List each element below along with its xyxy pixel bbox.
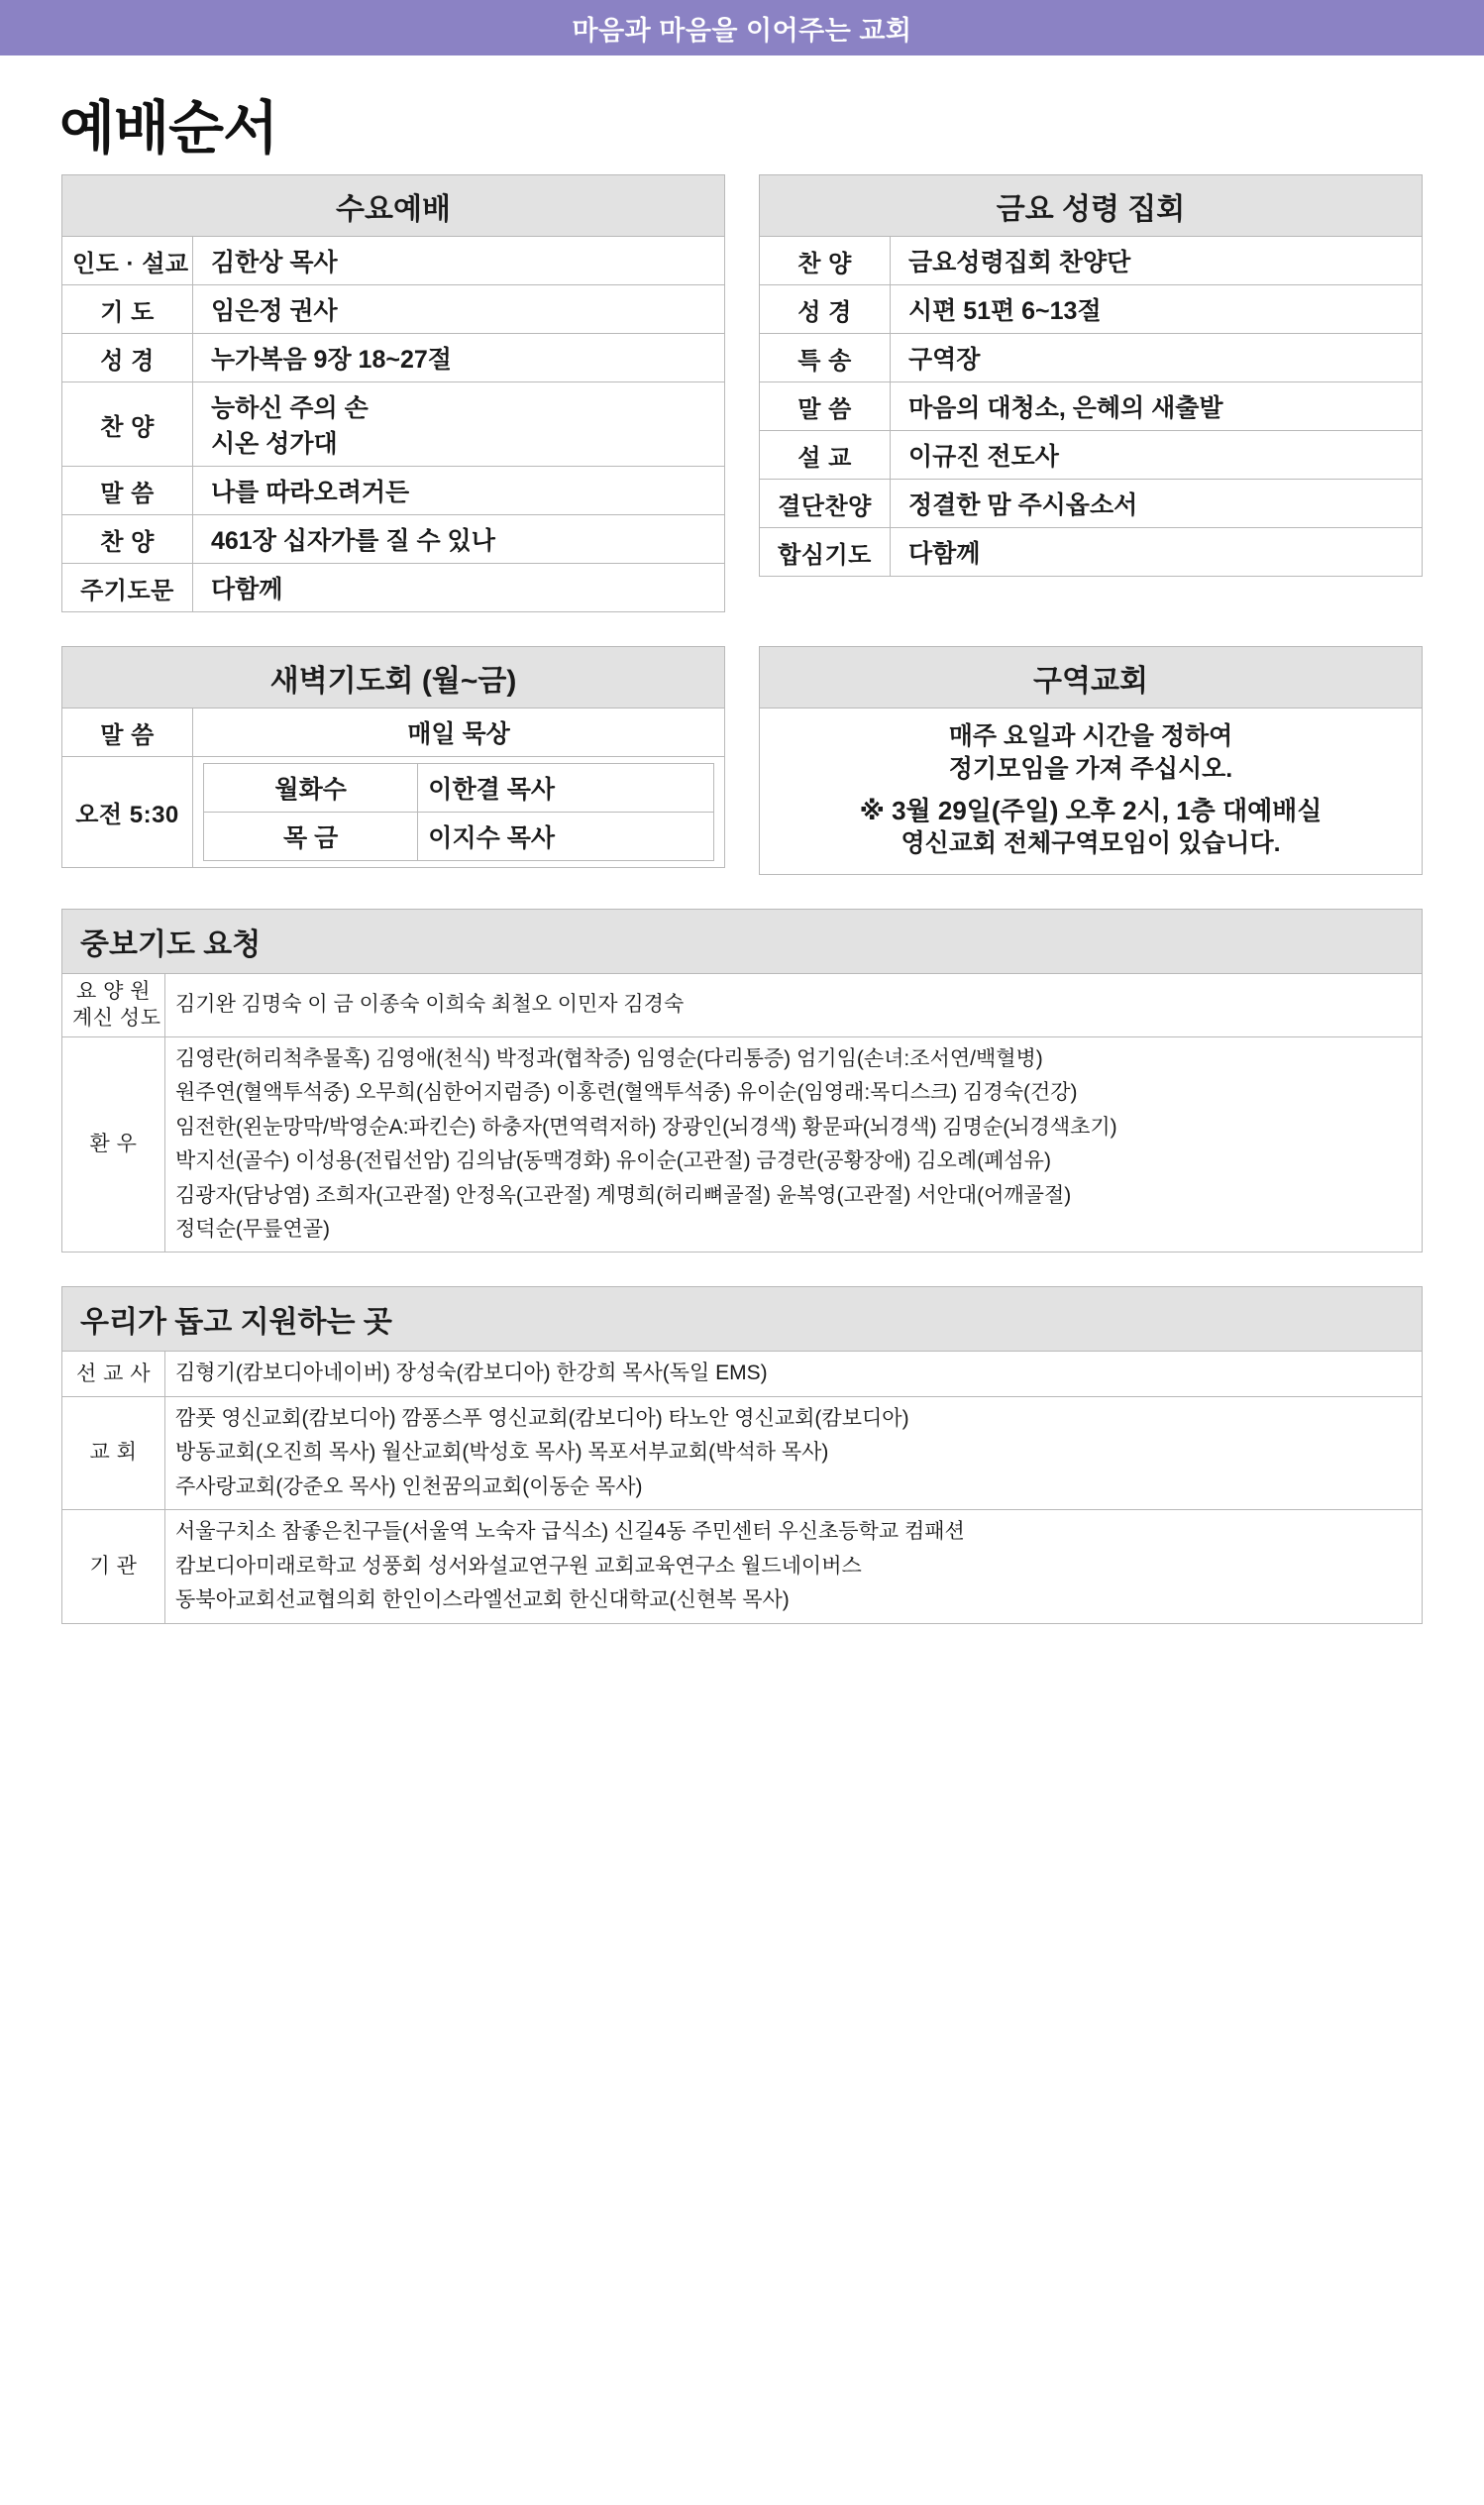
table-row [760, 708, 1423, 875]
patients-line-2: 임전한(왼눈망막/박영순A:파킨슨) 하충자(면역력저하) 장광인(뇌경색) 황문파(뇌경색) 김명순(뇌경색초기) [175, 1115, 1117, 1139]
dawn-word-value: 매일 묵상 [193, 708, 725, 757]
patients-value [165, 1036, 1423, 1252]
support-value-1 [165, 1396, 1423, 1509]
district-line2: 정기모임을 가져 주십시오. [948, 755, 1233, 783]
district-note1: ※ 3월 29일(주일) 오후 2시, 1층 대예배실 [859, 796, 1323, 825]
wednesday-label-3: 찬 양 [62, 382, 193, 467]
support-block [61, 1286, 1423, 1623]
friday-label-4: 설 교 [760, 431, 891, 480]
district-note2: 영신교회 전체구역모임이 있습니다. [901, 829, 1281, 858]
support-title: 우리가 돕고 지원하는 곳 [61, 1286, 1423, 1351]
support-label-2: 기 관 [62, 1510, 165, 1623]
table-row [62, 564, 725, 612]
table-row [62, 334, 725, 382]
care-home-label-line2: 계신 성도 [72, 1006, 161, 1030]
care-home-label [62, 974, 165, 1037]
dawn-district-row [61, 646, 1423, 875]
friday-header: 금요 성령 집회 [760, 175, 1423, 237]
dawn-time-label: 오전 5:30 [62, 757, 193, 868]
district-church-block [759, 646, 1423, 875]
wednesday-value-2: 누가복음 9장 18~27절 [193, 334, 725, 382]
worship-order-row [61, 174, 1423, 612]
dawn-schedule-cell [193, 757, 725, 868]
support-line-0-0: 김형기(캄보디아네이버) 장성숙(캄보디아) 한강희 목사(독일 EMS) [175, 1361, 768, 1385]
support-label-0: 선 교 사 [62, 1352, 165, 1396]
table-row [760, 237, 1423, 285]
dawn-days-0: 월화수 [204, 764, 418, 813]
district-church-table [759, 646, 1423, 875]
top-banner [0, 0, 1484, 55]
wednesday-label-6: 주기도문 [62, 564, 193, 612]
patients-label: 환 우 [62, 1036, 165, 1252]
wednesday-value-3-line2: 시온 성가대 [211, 430, 338, 458]
dawn-leader-0: 이한결 목사 [418, 764, 714, 813]
dawn-word-label: 말 씀 [62, 708, 193, 757]
wednesday-label-1: 기 도 [62, 285, 193, 334]
wednesday-label-2: 성 경 [62, 334, 193, 382]
table-row [760, 382, 1423, 431]
document-content [0, 174, 1484, 1624]
district-line1: 매주 요일과 시간을 정하여 [948, 722, 1233, 750]
wednesday-value-5: 461장 십자가를 질 수 있나 [193, 515, 725, 564]
wednesday-service-block [61, 174, 725, 612]
table-row [62, 1510, 1423, 1623]
table-row [62, 1352, 1423, 1396]
prayer-request-table [61, 973, 1423, 1252]
table-row [62, 1396, 1423, 1509]
care-home-names: 김기완 김명숙 이 금 이종숙 이희숙 최철오 이민자 김경숙 [175, 993, 685, 1017]
support-value-0 [165, 1352, 1423, 1396]
wednesday-value-6: 다함께 [193, 564, 725, 612]
table-row [760, 528, 1423, 577]
prayer-request-title: 중보기도 요청 [61, 909, 1423, 973]
patients-line-4: 김광자(담낭염) 조희자(고관절) 안정옥(고관절) 계명희(허리뼈골절) 윤복영(고관절) 서안대(어깨골절) [175, 1183, 1072, 1207]
wednesday-value-4: 나를 따라오려거든 [193, 467, 725, 515]
friday-label-6: 합심기도 [760, 528, 891, 577]
table-row [760, 431, 1423, 480]
dawn-leader-1: 이지수 목사 [418, 813, 714, 861]
table-row [62, 467, 725, 515]
support-line-2-2: 동북아교회선교협의회 한인이스라엘선교회 한신대학교(신현복 목사) [175, 1588, 790, 1612]
patients-line-3: 박지선(골수) 이성용(전립선암) 김의남(동맥경화) 유이순(고관절) 금경란(공황장애) 김오례(폐섬유) [175, 1149, 1051, 1173]
friday-value-5: 정결한 맘 주시옵소서 [891, 480, 1423, 528]
table-row [204, 813, 714, 861]
support-label-1: 교 회 [62, 1396, 165, 1509]
patients-line-5: 정덕순(무릎연골) [175, 1218, 330, 1241]
support-line-1-0: 깜풋 영신교회(캄보디아) 깜퐁스푸 영신교회(캄보디아) 타노안 영신교회(캄보디아) [175, 1406, 909, 1430]
friday-service-table [759, 174, 1423, 577]
table-row [62, 974, 1423, 1037]
friday-label-1: 성 경 [760, 285, 891, 334]
dawn-prayer-block [61, 646, 725, 875]
table-row [204, 764, 714, 813]
patients-line-0: 김영란(허리척추물혹) 김영애(천식) 박정과(협착증) 임영순(다리통증) 엄기임(손녀:조서연/백혈병) [175, 1046, 1043, 1070]
dawn-schedule-table [203, 763, 714, 861]
banner-text: 마음과 마음을 이어주는 교회 [572, 15, 912, 46]
wednesday-value-1: 임은정 권사 [193, 285, 725, 334]
dawn-days-1: 목 금 [204, 813, 418, 861]
support-line-1-1: 방동교회(오진희 목사) 월산교회(박성호 목사) 목포서부교회(박석하 목사) [175, 1441, 829, 1465]
table-row [62, 285, 725, 334]
care-home-value [165, 974, 1423, 1037]
prayer-request-block [61, 909, 1423, 1252]
dawn-prayer-table [61, 646, 725, 868]
support-line-2-1: 캄보디아미래로학교 성풍회 성서와설교연구원 교회교육연구소 월드네이버스 [175, 1554, 862, 1578]
wednesday-service-table [61, 174, 725, 612]
table-row [760, 334, 1423, 382]
patients-line-1: 원주연(혈액투석중) 오무희(심한어지럼증) 이홍련(혈액투석중) 유이순(임영래:목디스크) 김경숙(건강) [175, 1081, 1078, 1105]
friday-value-2: 구역장 [891, 334, 1423, 382]
table-row [62, 515, 725, 564]
table-row [62, 1036, 1423, 1252]
page-title: 예배순서 [59, 96, 278, 161]
wednesday-label-0: 인도 · 설교 [62, 237, 193, 285]
friday-label-0: 찬 양 [760, 237, 891, 285]
support-line-2-0: 서울구치소 참좋은친구들(서울역 노숙자 급식소) 신길4동 주민센터 우신초등학교 컴패션 [175, 1520, 965, 1544]
wednesday-header: 수요예배 [62, 175, 725, 237]
table-row [62, 382, 725, 467]
wednesday-value-3-line1: 능하신 주의 손 [211, 394, 369, 422]
friday-value-3: 마음의 대청소, 은혜의 새출발 [891, 382, 1423, 431]
support-table [61, 1351, 1423, 1623]
table-row [62, 708, 725, 757]
friday-value-6: 다함께 [891, 528, 1423, 577]
wednesday-label-4: 말 씀 [62, 467, 193, 515]
table-row [760, 480, 1423, 528]
friday-service-block [759, 174, 1423, 612]
district-body [760, 708, 1423, 875]
support-line-1-2: 주사랑교회(강준오 목사) 인천꿈의교회(이동순 목사) [175, 1474, 643, 1498]
wednesday-value-3 [193, 382, 725, 467]
table-row [62, 237, 725, 285]
friday-value-0: 금요성령집회 찬양단 [891, 237, 1423, 285]
friday-label-5: 결단찬양 [760, 480, 891, 528]
district-header: 구역교회 [760, 647, 1423, 708]
wednesday-label-5: 찬 양 [62, 515, 193, 564]
friday-value-4: 이규진 전도사 [891, 431, 1423, 480]
table-row [62, 757, 725, 868]
friday-label-3: 말 씀 [760, 382, 891, 431]
support-value-2 [165, 1510, 1423, 1623]
friday-label-2: 특 송 [760, 334, 891, 382]
friday-value-1: 시편 51편 6~13절 [891, 285, 1423, 334]
wednesday-value-0: 김한상 목사 [193, 237, 725, 285]
care-home-label-line1: 요 양 원 [75, 980, 152, 1004]
dawn-header: 새벽기도회 (월~금) [62, 647, 725, 708]
table-row [760, 285, 1423, 334]
